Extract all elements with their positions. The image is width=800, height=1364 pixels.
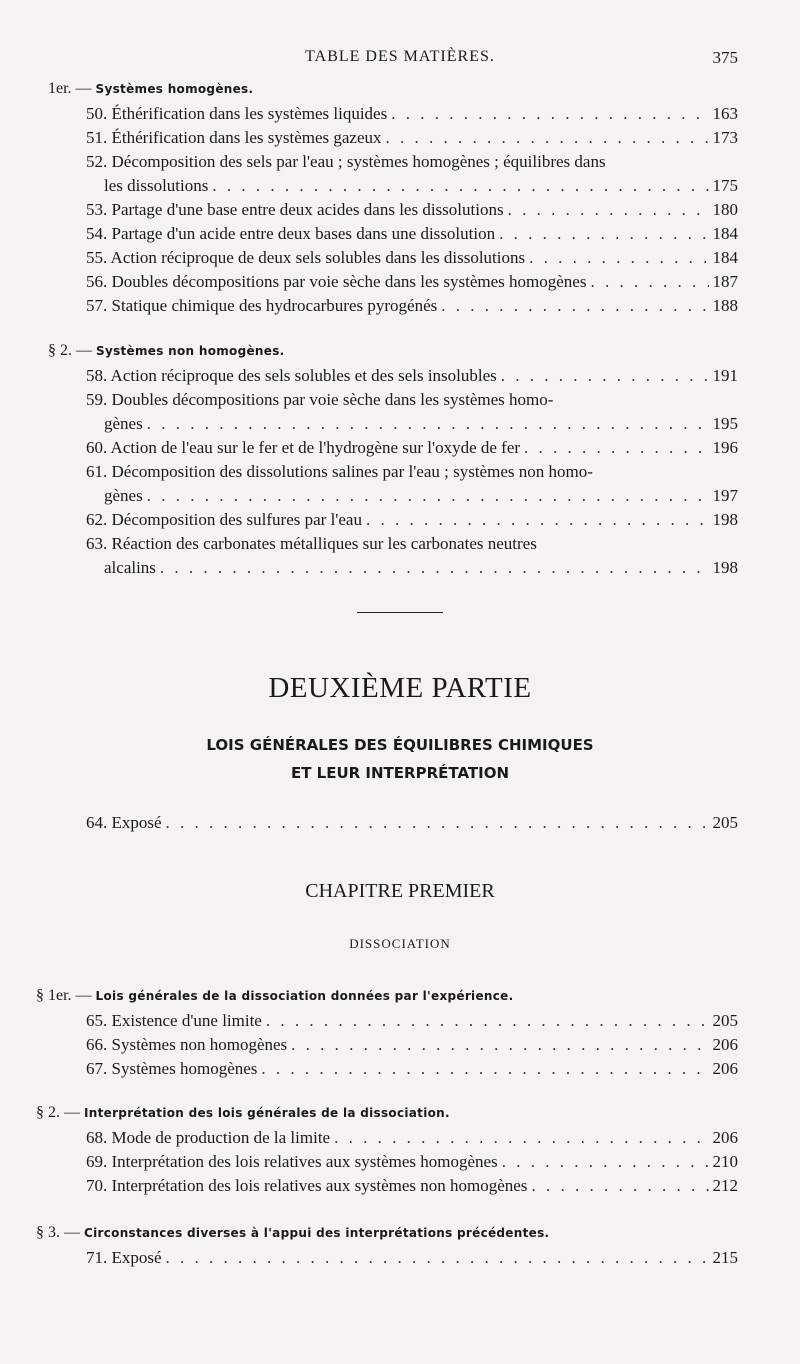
toc-entry-56[interactable] xyxy=(86,270,738,294)
entry-page: 163 xyxy=(712,104,738,123)
entry-page: 188 xyxy=(712,296,738,315)
entry-title: 66. Systèmes non homogènes xyxy=(86,1035,288,1054)
entry-title-continued: les dissolutions xyxy=(104,176,209,195)
toc-entry-71[interactable] xyxy=(86,1246,738,1270)
entry-title: 67. Systèmes homogènes xyxy=(86,1059,258,1078)
toc-entry-65[interactable] xyxy=(86,1009,738,1033)
section-dash: — xyxy=(76,342,92,359)
toc-entry-55[interactable] xyxy=(86,246,738,270)
section-heading-systemes-homogenes xyxy=(48,80,253,98)
entry-page: 198 xyxy=(712,558,738,577)
dot-leader xyxy=(266,1009,709,1033)
section-title: Lois générales de la dissociation données par l'expérience. xyxy=(95,989,514,1003)
section-heading-lois-generales xyxy=(36,987,513,1005)
toc-entry-50[interactable] xyxy=(86,102,738,126)
entry-page: 205 xyxy=(712,813,738,832)
dot-leader xyxy=(499,222,708,246)
section-number: § 1er. xyxy=(36,987,72,1004)
section-divider xyxy=(357,612,443,613)
entry-page: 175 xyxy=(712,176,738,195)
dot-leader xyxy=(147,412,709,436)
dot-leader xyxy=(531,1174,708,1198)
section-dash: — xyxy=(64,1224,80,1241)
entry-page: 215 xyxy=(712,1248,738,1267)
dot-leader xyxy=(166,811,709,835)
entry-page: 180 xyxy=(712,200,738,219)
toc-entry-69[interactable] xyxy=(86,1150,738,1174)
entry-page: 173 xyxy=(712,128,738,147)
section-number: § 2. xyxy=(48,342,72,359)
entry-title: 50. Éthérification dans les systèmes liquides xyxy=(86,104,388,123)
entry-title: 62. Décomposition des sulfures par l'eau xyxy=(86,510,362,529)
entry-page: 206 xyxy=(712,1128,738,1147)
toc-entry-66[interactable] xyxy=(86,1033,738,1057)
section-dash: — xyxy=(75,987,92,1004)
entry-page: 184 xyxy=(712,248,738,267)
chapter-subtitle: DISSOCIATION xyxy=(349,936,451,951)
part-subtitle-line-1: LOIS GÉNÉRALES DES ÉQUILIBRES CHIMIQUES xyxy=(206,736,594,754)
toc-entry-63[interactable] xyxy=(86,532,738,580)
dot-leader xyxy=(391,102,708,126)
part-subtitle-line-2: ET LEUR INTERPRÉTATION xyxy=(290,764,510,782)
entry-title: 53. Partage d'une base entre deux acides dans les dissolutions xyxy=(86,200,504,219)
entry-page: 198 xyxy=(712,510,738,529)
entry-title: 59. Doubles décompositions par voie sèche dans les systèmes homo- xyxy=(86,390,554,409)
dot-leader xyxy=(441,294,708,318)
entry-title-continued: alcalins xyxy=(104,558,156,577)
section-dash: — xyxy=(75,80,92,97)
dot-leader xyxy=(166,1246,709,1270)
dot-leader xyxy=(529,246,708,270)
section-heading-interpretation xyxy=(36,1104,450,1122)
entry-title: 68. Mode de production de la limite xyxy=(86,1128,331,1147)
section-number: 1er. xyxy=(48,80,72,97)
toc-entry-67[interactable] xyxy=(86,1057,738,1081)
dot-leader xyxy=(261,1057,708,1081)
toc-entry-70[interactable] xyxy=(86,1174,738,1198)
entry-title: 56. Doubles décompositions par voie sèche dans les systèmes homogènes xyxy=(86,272,587,291)
entry-title: 55. Action réciproque de deux sels solubles dans les dissolutions xyxy=(86,248,526,267)
section-number: § 2. xyxy=(36,1104,60,1121)
entry-title: 54. Partage d'un acide entre deux bases dans une dissolution xyxy=(86,224,496,243)
entry-title: 65. Existence d'une limite xyxy=(86,1011,262,1030)
entry-title: 51. Éthérification dans les systèmes gazeux xyxy=(86,128,382,147)
entry-title: 71. Exposé xyxy=(86,1248,162,1267)
section-heading-systemes-non-homogenes xyxy=(48,342,285,360)
dot-leader xyxy=(147,484,709,508)
entry-title: 64. Exposé xyxy=(86,813,162,832)
part-title: DEUXIÈME PARTIE xyxy=(268,672,532,704)
toc-entry-52[interactable] xyxy=(86,150,738,198)
section-heading-circonstances xyxy=(36,1224,549,1242)
toc-entry-54[interactable] xyxy=(86,222,738,246)
entry-page: 197 xyxy=(712,486,738,505)
dot-leader xyxy=(502,1150,709,1174)
section-title: Systèmes non homogènes. xyxy=(96,344,285,358)
toc-entry-64[interactable] xyxy=(86,811,738,835)
section-number: § 3. xyxy=(36,1224,60,1241)
page-number: 375 xyxy=(712,48,738,67)
entry-page: 195 xyxy=(712,414,738,433)
dot-leader xyxy=(212,174,708,198)
dot-leader xyxy=(501,364,709,388)
entry-title: 70. Interprétation des lois relatives aux systèmes non homogènes xyxy=(86,1176,528,1195)
entry-page: 196 xyxy=(712,438,738,457)
toc-entry-51[interactable] xyxy=(86,126,738,150)
entry-title: 63. Réaction des carbonates métalliques sur les carbonates neutres xyxy=(86,534,537,553)
dot-leader xyxy=(590,270,708,294)
entry-title: 69. Interprétation des lois relatives aux systèmes homogènes xyxy=(86,1152,498,1171)
dot-leader xyxy=(524,436,708,460)
entry-page: 206 xyxy=(712,1035,738,1054)
entry-title-continued: gènes xyxy=(104,414,143,433)
dot-leader xyxy=(508,198,709,222)
toc-entry-60[interactable] xyxy=(86,436,738,460)
entry-title: 58. Action réciproque des sels solubles et des sels insolubles xyxy=(86,366,497,385)
entry-page: 191 xyxy=(712,366,738,385)
section-title: Systèmes homogènes. xyxy=(95,82,254,96)
entry-page: 184 xyxy=(712,224,738,243)
running-header: TABLE DES MATIÈRES. xyxy=(305,48,495,65)
section-dash: — xyxy=(64,1104,80,1121)
entry-page: 206 xyxy=(712,1059,738,1078)
dot-leader xyxy=(160,556,709,580)
dot-leader xyxy=(366,508,709,532)
dot-leader xyxy=(334,1126,708,1150)
entry-title-continued: gènes xyxy=(104,486,143,505)
entry-title: 60. Action de l'eau sur le fer et de l'hydrogène sur l'oxyde de fer xyxy=(86,438,521,457)
entry-title: 57. Statique chimique des hydrocarbures pyrogénés xyxy=(86,296,438,315)
section-title: Circonstances diverses à l'appui des interprétations précédentes. xyxy=(84,1226,550,1240)
toc-entry-61[interactable] xyxy=(86,460,738,508)
toc-entry-68[interactable] xyxy=(86,1126,738,1150)
dot-leader xyxy=(291,1033,708,1057)
entry-title: 61. Décomposition des dissolutions salines par l'eau ; systèmes non homo- xyxy=(86,462,593,481)
entry-page: 210 xyxy=(712,1152,738,1171)
dot-leader xyxy=(386,126,709,150)
toc-entry-58[interactable] xyxy=(86,364,738,388)
toc-entry-59[interactable] xyxy=(86,388,738,436)
section-title: Interprétation des lois générales de la dissociation. xyxy=(84,1106,450,1120)
entry-page: 205 xyxy=(712,1011,738,1030)
entry-page: 212 xyxy=(712,1176,738,1195)
toc-entry-57[interactable] xyxy=(86,294,738,318)
chapter-title: CHAPITRE PREMIER xyxy=(305,880,495,902)
toc-entry-62[interactable] xyxy=(86,508,738,532)
toc-entry-53[interactable] xyxy=(86,198,738,222)
entry-title: 52. Décomposition des sels par l'eau ; systèmes homogènes ; équilibres dans xyxy=(86,152,606,171)
entry-page: 187 xyxy=(712,272,738,291)
